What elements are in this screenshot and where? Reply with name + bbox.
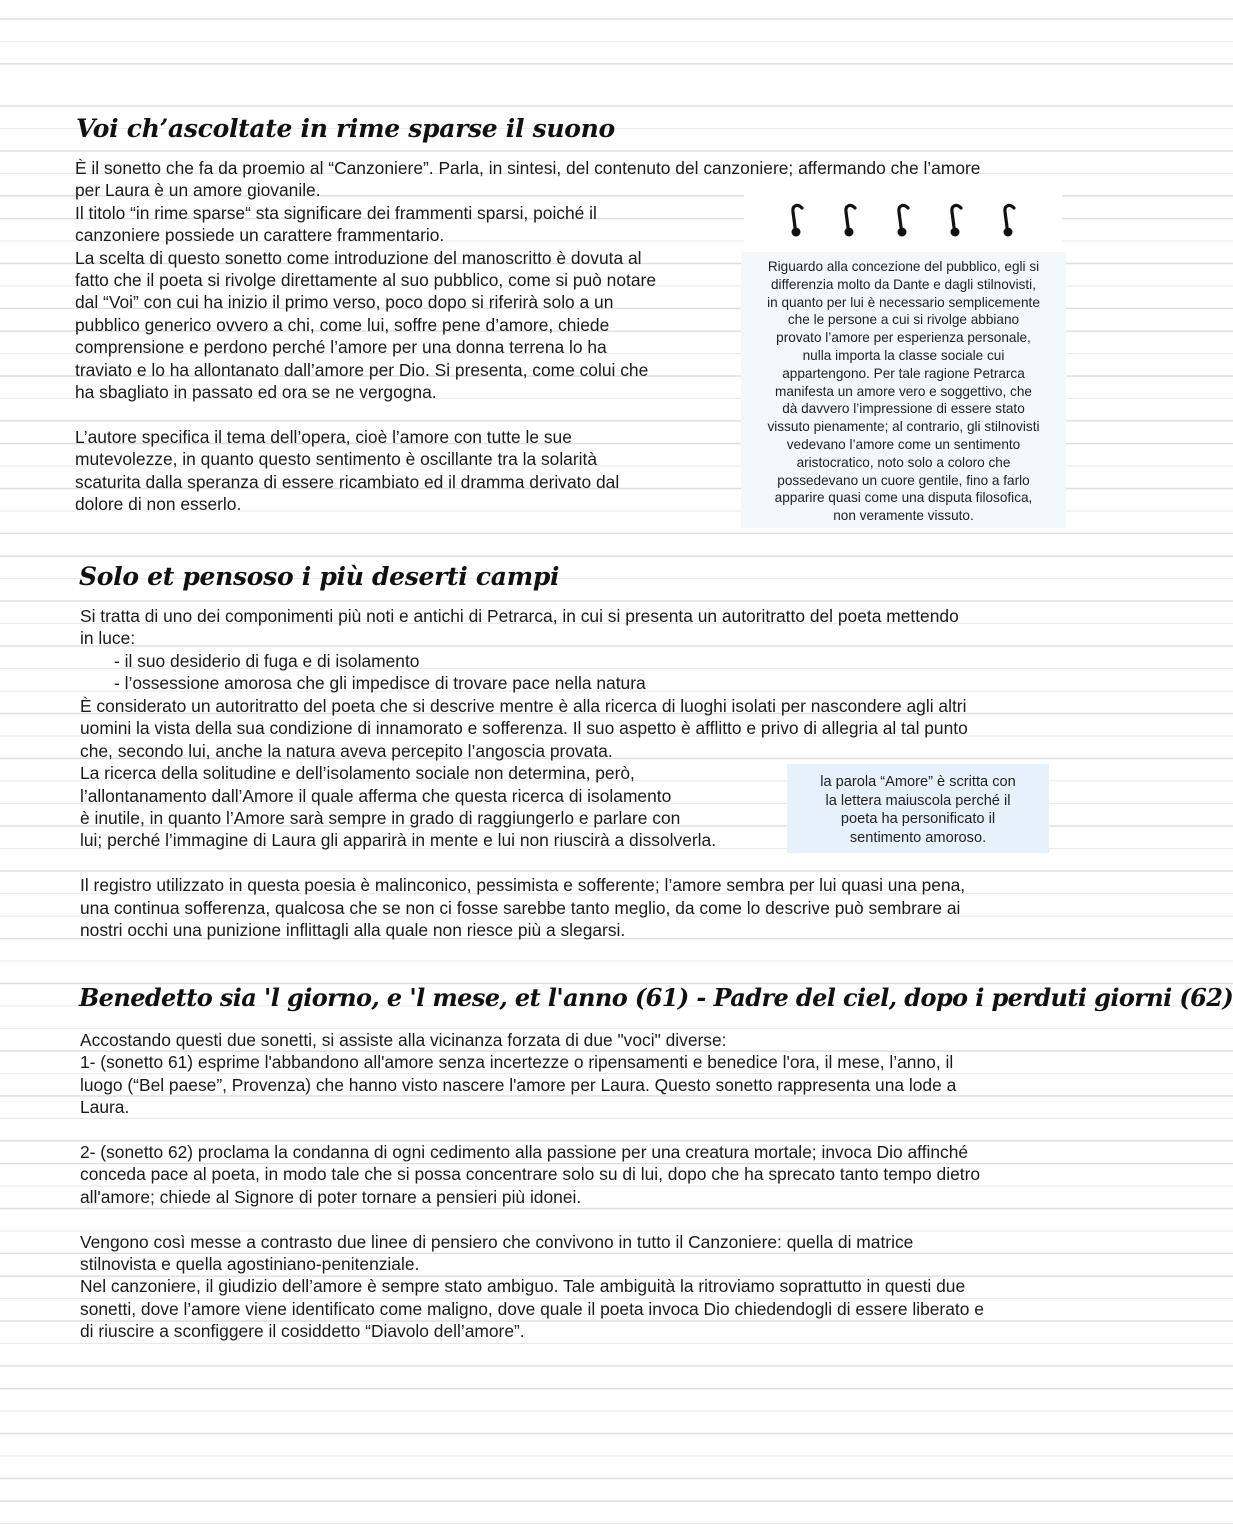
binder-ring-icon: [895, 203, 911, 239]
text-line: mutevolezze, in quanto questo sentimento è oscillante tra la solarità: [75, 449, 598, 470]
blank-line: [80, 1119, 1075, 1141]
text-line: Il registro utilizzato in questa poesia è malinconico, pessimista e sofferente; l’amore sembra per lui quasi una pena,: [80, 875, 966, 896]
note-line: appartengono. Per tale ragione Petrarca: [782, 365, 1025, 381]
list-item: - il suo desiderio di fuga e di isolamento: [114, 651, 420, 671]
text-line: che, secondo lui, anche la natura aveva percepito l’angoscia provata.: [80, 740, 613, 761]
text-line: Nel canzoniere, il giudizio dell’amore è sempre stato ambiguo. Tale ambiguità la ritroviamo soprattutto in questi due: [80, 1276, 966, 1297]
note-line: che le persone a cui si rivolge abbiano: [787, 312, 1020, 328]
text-line: Il titolo “in rime sparse“ sta significare dei frammenti sparsi, poiché il: [75, 202, 597, 223]
bullet-list: [80, 650, 780, 695]
text-line: È considerato un autoritratto del poeta che si descrive mentre è alla ricerca di luoghi isolati per nascondere agli altri: [80, 696, 967, 716]
section-title-benedetto-sia: Benedetto sia 'l giorno, e 'l mese, et l'anno (61) - Padre del ciel, dopo i perduti giorni (62): [79, 983, 1233, 1012]
note-line: apparire quasi come una disputa filosofica,: [774, 490, 1033, 506]
blank-line: [80, 1208, 1075, 1230]
text-line: di riuscire a sconfiggere il cosiddetto “Diavolo dell’amore”.: [80, 1321, 525, 1342]
note-line: in quanto per lui è necessario semplicemente: [767, 294, 1040, 310]
note-line: Riguardo alla concezione del pubblico, egli si: [767, 259, 1040, 274]
text-line: Vengono così messe a contrasto due linee di pensiero che convivono in tutto il Canzoniere: quella di matrice: [80, 1231, 914, 1252]
note-line: nulla importa la classe sociale cui: [802, 347, 1005, 363]
text-line: Laura.: [80, 1097, 130, 1118]
text-line: L’autore specifica il tema dell’opera, cioè l’amore con tutte le sue: [75, 426, 572, 447]
note-line: la parola “Amore” è scritta con: [820, 774, 1016, 790]
text-line: fatto che il poeta si rivolge direttamente al suo pubblico, come si può notare: [75, 270, 656, 291]
blank-line: [80, 852, 1070, 874]
text-line: stilnovista e quella agostiniano-penitenziale.: [80, 1254, 420, 1275]
text-line: È il sonetto che fa da proemio al “Canzoniere”. Parla, in sintesi, del contenuto del canzoniere; affermando che l’amore: [75, 158, 981, 178]
binder-ring-icon: [948, 203, 964, 239]
text-line: scaturita dalla speranza di essere ricambiato ed il dramma derivato dal: [75, 471, 620, 492]
text-line: 2- (sonetto 62) proclama la condanna di ogni cedimento alla passione per una creatura mortale; invoca Dio affinché: [80, 1142, 969, 1163]
text-line: La ricerca della solitudine e dell’isolamento sociale non determina, però,: [80, 763, 635, 784]
note-line: vedevano l’amore come un sentimento: [786, 436, 1021, 452]
note-line: sentimento amoroso.: [849, 829, 987, 846]
side-note-amore: [787, 764, 1049, 853]
section-title-voi-chascoltate: Voi ch’ascoltate in rime sparse il suono: [76, 114, 615, 143]
text-line: comprensione e perdono perché l’amore per una donna terrena lo ha: [75, 337, 607, 358]
text-line: all'amore; chiede al Signore di poter tornare a pensieri più idonei.: [80, 1186, 582, 1207]
text-line: luogo (“Bel paese”, Provenza) che hanno visto nascere l'amore per Laura. Questo sonetto rappresenta una lode a: [80, 1074, 957, 1095]
binder-rings: [744, 192, 1062, 250]
text-line: nostri occhi una punizione inflittagli alla quale non riesce più a slegarsi.: [80, 920, 626, 941]
text-line: per Laura è un amore giovanile.: [75, 180, 321, 201]
section2-intro: [80, 605, 1070, 650]
section-title-solo-et-pensoso: Solo et pensoso i più deserti campi: [79, 562, 560, 591]
note-line: manifesta un amore vero e soggettivo, che: [775, 383, 1032, 399]
note-line: non veramente vissuto.: [833, 508, 974, 524]
binder-ring-icon: [1001, 203, 1017, 239]
text-line: La scelta di questo sonetto come introduzione del manoscritto è dovuta al: [75, 247, 642, 268]
note-line: possedevano un cuore gentile, fino a farlo: [777, 472, 1030, 488]
text-line: Accostando questi due sonetti, si assiste alla vicinanza forzata di due "voci" diverse:: [80, 1030, 727, 1050]
text-line: traviato e lo ha allontanato dall’amore per Dio. Si presenta, come colui che: [75, 359, 649, 380]
text-line: dal “Voi” con cui ha inizio il primo verso, poco dopo si riferirà solo a un: [75, 292, 614, 313]
text-line: l’allontanamento dall’Amore il quale afferma che questa ricerca di isolamento: [80, 785, 672, 806]
list-item: - l’ossessione amorosa che gli impedisce di trovare pace nella natura: [114, 673, 646, 694]
text-line: uomini la vista della sua condizione di innamorato e sofferenza. Il suo aspetto è afflitto e privo di allegria al tal punto: [80, 718, 968, 739]
text-line: Si tratta di uno dei componimenti più noti e antichi di Petrarca, in cui si presenta un autoritratto del poeta mettendo: [80, 606, 959, 626]
note-line: provato l’amore per esperienza personale,: [776, 330, 1031, 346]
text-line: dolore di non esserlo.: [75, 494, 242, 515]
text-line: lui; perché l’immagine di Laura gli apparirà in mente e lui non riuscirà a dissolverla.: [80, 830, 717, 851]
text-line: 1- (sonetto 61) esprime l'abbandono all'amore senza incertezze o ripensamenti e benedice l'ora, il mese, l’anno, il: [80, 1052, 954, 1073]
note-line: dà davvero l’impressione di essere stato: [782, 401, 1025, 417]
text-line: ha sbagliato in passato ed ora se ne vergogna.: [75, 382, 437, 403]
text-line: canzoniere possiede un carattere frammentario.: [75, 225, 445, 246]
text-line: pubblico generico ovvero a chi, come lui, soffre pene d’amore, chiede: [75, 314, 610, 335]
text-line: una continua sofferenza, qualcosa che se non ci fosse sarebbe tanto meglio, da come lo descrive può sembrare ai: [80, 897, 961, 918]
note-line: differenzia molto da Dante e dagli stilnovisti,: [771, 276, 1036, 292]
note-line: la lettera maiuscola perché il: [825, 792, 1011, 809]
text-line: sonetti, dove l’amore viene identificato come maligno, dove quale il poeta invoca Dio chiedendogli di essere liberato e: [80, 1298, 984, 1319]
note-line: vissuto pienamente; al contrario, gli stilnovisti: [767, 419, 1040, 435]
note-line: poeta ha personificato il: [840, 811, 996, 828]
note-line: aristocratico, noto solo a coloro che: [796, 454, 1011, 470]
section3-body: [80, 1029, 1075, 1343]
text-line: è inutile, in quanto l’Amore sarà sempre in grado di raggiungerlo e parlare con: [80, 808, 681, 829]
binder-ring-icon: [842, 203, 858, 239]
text-line: in luce:: [80, 628, 136, 649]
side-note-pubblico: [741, 252, 1066, 528]
text-line: conceda pace al poeta, in modo tale che si possa concentrare solo su di lui, dopo che ha sprecato tanto tempo dietro: [80, 1164, 981, 1185]
binder-ring-icon: [789, 203, 805, 239]
